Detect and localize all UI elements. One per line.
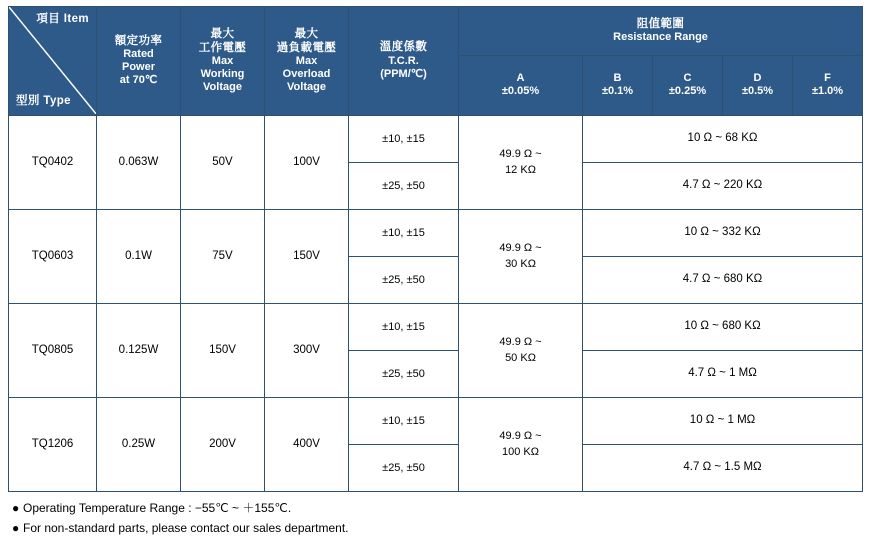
note-text: Operating Temperature Range : −55℃ ~ ＋155℃. <box>23 501 292 515</box>
cell-working-voltage: 200V <box>181 398 265 492</box>
header-tcr-en-2: (PPM/℃) <box>380 67 427 80</box>
header-mwv-en-2: Working <box>200 68 245 81</box>
header-mov-en-3: Voltage <box>287 81 326 94</box>
header-mwv-cn-1: 最大 <box>210 27 235 40</box>
cell-range-a-line1: 49.9 Ω ~ <box>499 241 542 254</box>
header-max-working-voltage <box>181 7 265 116</box>
header-tol-a-value: ±0.05% <box>501 85 540 98</box>
bullet-icon: ● <box>12 520 20 535</box>
header-row-1 <box>9 7 863 56</box>
cell-range-a-line1: 49.9 Ω ~ <box>499 335 542 348</box>
header-tcr-en-1: T.C.R. <box>388 54 419 67</box>
header-tol-f-value: ±1.0% <box>811 85 844 98</box>
cell-range-bcdf: 10 Ω ~ 68 KΩ <box>583 116 863 163</box>
header-item-type-cell <box>9 7 97 116</box>
cell-range-bcdf: 10 Ω ~ 1 MΩ <box>583 398 863 445</box>
cell-range-bcdf: 4.7 Ω ~ 220 KΩ <box>583 163 863 210</box>
cell-working-voltage: 150V <box>181 304 265 398</box>
cell-tcr: ±10, ±15 <box>349 116 459 163</box>
header-resistance-range <box>459 7 863 56</box>
header-tcr-cn: 溫度係數 <box>379 41 428 54</box>
header-tol-a <box>459 55 583 115</box>
cell-range-bcdf: 4.7 Ω ~ 1 MΩ <box>583 351 863 398</box>
header-item-label: 項目 Item <box>36 13 89 25</box>
cell-tcr: ±25, ±50 <box>349 445 459 492</box>
cell-working-voltage: 75V <box>181 210 265 304</box>
cell-tcr: ±25, ±50 <box>349 257 459 304</box>
cell-tcr: ±10, ±15 <box>349 304 459 351</box>
header-mwv-cn-2: 工作電壓 <box>198 41 247 54</box>
header-mwv-en-3: Voltage <box>203 81 242 94</box>
cell-working-voltage: 50V <box>181 116 265 210</box>
header-mov-cn-2: 過負載電壓 <box>276 41 337 54</box>
cell-range-a <box>459 210 583 304</box>
header-tol-c-value: ±0.25% <box>668 85 707 98</box>
cell-type: TQ0402 <box>9 116 97 210</box>
table-row <box>9 398 863 445</box>
cell-tcr: ±25, ±50 <box>349 163 459 210</box>
cell-overload-voltage: 100V <box>265 116 349 210</box>
header-tol-d-value: ±0.5% <box>741 85 774 98</box>
cell-tcr: ±25, ±50 <box>349 351 459 398</box>
header-rated-power-cn: 額定功率 <box>114 34 163 47</box>
header-tol-a-grade: A <box>516 72 525 85</box>
cell-range-a <box>459 304 583 398</box>
cell-rated-power: 0.1W <box>97 210 181 304</box>
cell-range-bcdf: 10 Ω ~ 680 KΩ <box>583 304 863 351</box>
cell-tcr: ±10, ±15 <box>349 210 459 257</box>
table-row <box>9 304 863 351</box>
header-mov-en-2: Overload <box>282 68 331 81</box>
cell-range-a-line2: 30 KΩ <box>505 257 536 270</box>
notes-list <box>8 499 862 539</box>
table-row <box>9 210 863 257</box>
cell-type: TQ0603 <box>9 210 97 304</box>
note-text: For non-standard parts, please contact our sales department. <box>23 520 349 535</box>
header-mov-cn-1: 最大 <box>294 27 319 40</box>
header-rated-power <box>97 7 181 116</box>
cell-rated-power: 0.063W <box>97 116 181 210</box>
cell-range-a-line2: 12 KΩ <box>505 163 536 176</box>
cell-rated-power: 0.25W <box>97 398 181 492</box>
table-row <box>9 116 863 163</box>
cell-range-bcdf: 4.7 Ω ~ 1.5 MΩ <box>583 445 863 492</box>
table-header <box>9 7 863 116</box>
header-tcr <box>349 7 459 116</box>
header-tol-c <box>653 55 723 115</box>
cell-range-a-line2: 50 KΩ <box>505 351 536 364</box>
header-rated-power-en-1: Rated <box>123 48 154 61</box>
header-tol-d <box>723 55 793 115</box>
header-tol-c-grade: C <box>683 72 692 85</box>
cell-rated-power: 0.125W <box>97 304 181 398</box>
note-item <box>12 519 862 539</box>
header-mwv-en-1: Max <box>211 55 234 68</box>
cell-range-a <box>459 398 583 492</box>
header-rated-power-en-3: at 70℃ <box>119 74 158 87</box>
header-tol-f-grade: F <box>824 72 831 85</box>
cell-range-a <box>459 116 583 210</box>
cell-range-a-line2: 100 KΩ <box>502 445 539 458</box>
cell-overload-voltage: 150V <box>265 210 349 304</box>
cell-range-bcdf: 4.7 Ω ~ 680 KΩ <box>583 257 863 304</box>
header-type-label: 型別 Type <box>16 95 71 108</box>
header-tol-b-grade: B <box>613 72 622 85</box>
header-tol-b-value: ±0.1% <box>601 85 634 98</box>
cell-tcr: ±10, ±15 <box>349 398 459 445</box>
header-max-overload-voltage <box>265 7 349 116</box>
header-rr-en: Resistance Range <box>613 31 708 44</box>
header-tol-b <box>583 55 653 115</box>
bullet-icon: ● <box>12 501 20 515</box>
header-mov-en-1: Max <box>295 55 318 68</box>
cell-range-a-line1: 49.9 Ω ~ <box>499 147 542 160</box>
cell-range-bcdf: 10 Ω ~ 332 KΩ <box>583 210 863 257</box>
header-rated-power-en-2: Power <box>121 61 155 74</box>
header-tol-d-grade: D <box>753 72 762 85</box>
cell-overload-voltage: 300V <box>265 304 349 398</box>
cell-overload-voltage: 400V <box>265 398 349 492</box>
cell-type: TQ1206 <box>9 398 97 492</box>
header-tol-f <box>793 55 863 115</box>
table-body <box>9 116 863 492</box>
cell-type: TQ0805 <box>9 304 97 398</box>
cell-range-a-line1: 49.9 Ω ~ <box>499 429 542 442</box>
specification-table <box>8 6 863 492</box>
note-item <box>12 499 862 519</box>
header-rr-cn: 阻值範圍 <box>636 17 685 30</box>
